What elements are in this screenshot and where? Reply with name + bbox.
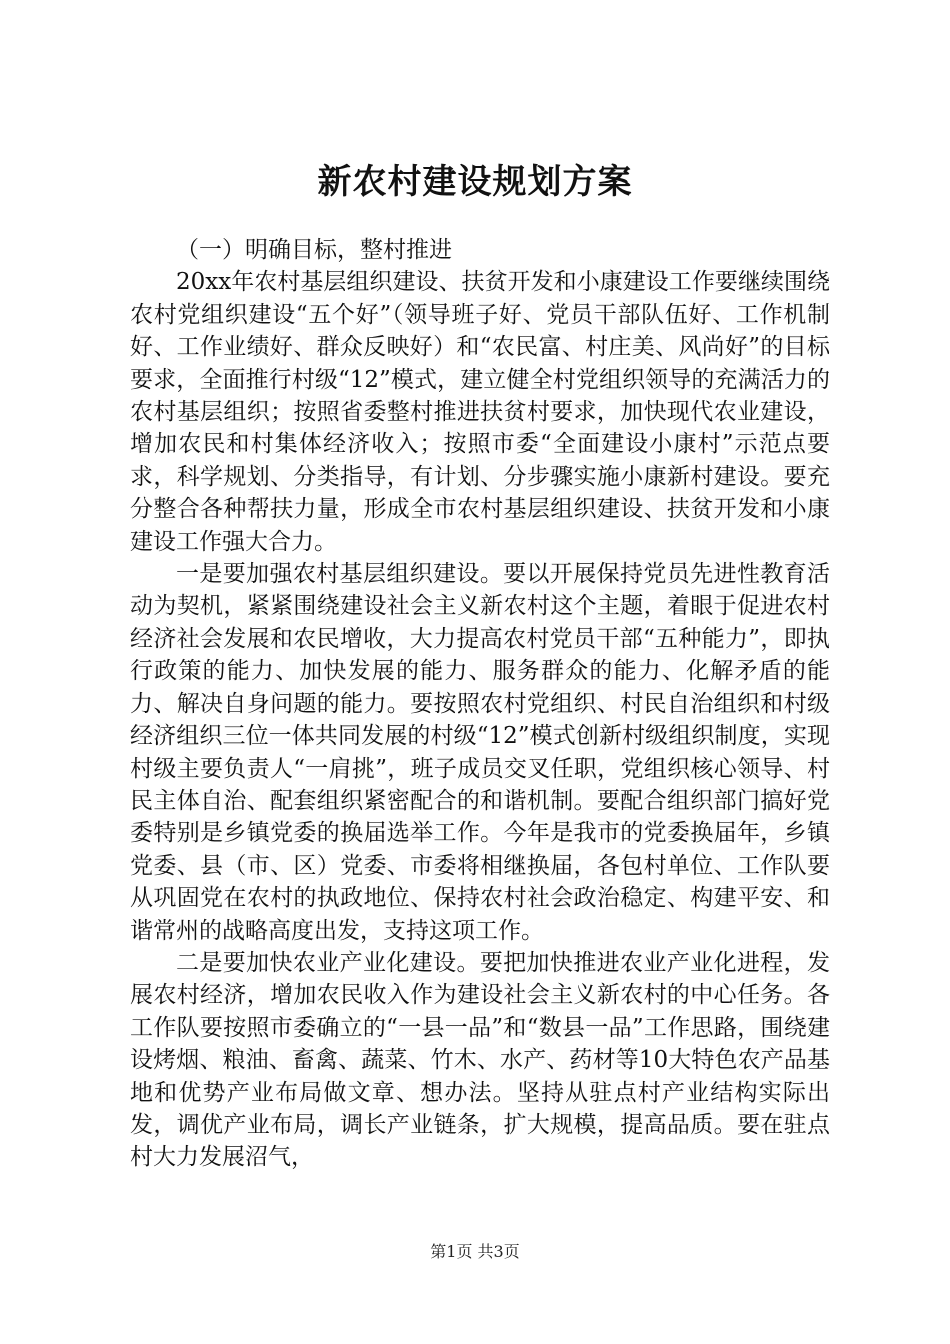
page-footer: 第1页 共3页	[430, 1242, 520, 1261]
paragraph-organization: 一是要加强农村基层组织建设。要以开展保持党员先进性教育活动为契机，紧紧围绕建设社会主义新农村这个主题，着眼于促进农村经济社会发展和农民增收，大力提高农村党员干部“五种能力”，即执行政策的能力、加快发展的能力、服务群众的能力、化解矛盾的能力、解决自身问题的能力。要按照农村党组织、村民自治组织和村级经济组织三位一体共同发展的村级“12”模式创新村级组织制度，实现村级主要负责人“一肩挑”，班子成员交叉任职，党组织核心领导、村民主体自治、配套组织紧密配合的和谐机制。要配合组织部门搞好党委特别是乡镇党委的换届选举工作。今年是我市的党委换届年，乡镇党委、县（市、区）党委、市委将相继换届，各包村单位、工作队要从巩固党在农村的执政地位、保持农村社会政治稳定、构建平安、和谐常州的战略高度出发，支持这项工作。	[130, 561, 830, 944]
document-title: 新农村建设规划方案	[317, 162, 633, 202]
document-body	[130, 234, 830, 1174]
section-heading: （一）明确目标，整村推进	[176, 237, 452, 263]
paragraph-goals: 20xx年农村基层组织建设、扶贫开发和小康建设工作要继续围绕农村党组织建设“五个好”（领导班子好、党员干部队伍好、工作机制好、工作业绩好、群众反映好）和“农民富、村庄美、风尚好”的目标要求，全面推行村级“12”模式，建立健全村党组织领导的充满活力的农村基层组织；按照省委整村推进扶贫村要求，加快现代农业建设，增加农民和村集体经济收入；按照市委“全面建设小康村”示范点要求，科学规划、分类指导，有计划、分步骤实施小康新村建设。要充分整合各种帮扶力量，形成全市农村基层组织建设、扶贫开发和小康建设工作强大合力。	[130, 269, 830, 555]
paragraph-agriculture: 二是要加快农业产业化建设。要把加快推进农业产业化进程，发展农村经济，增加农民收入作为建设社会主义新农村的中心任务。各工作队要按照市委确立的“一县一品”和“数县一品”工作思路，围绕建设烤烟、粮油、畜禽、蔬菜、竹木、水产、药材等10大特色农产品基地和优势产业布局做文章、想办法。坚持从驻点村产业结构实际出发，调优产业布局，调长产业链条，扩大规模，提高品质。要在驻点村大力发展沼气，	[130, 949, 830, 1171]
